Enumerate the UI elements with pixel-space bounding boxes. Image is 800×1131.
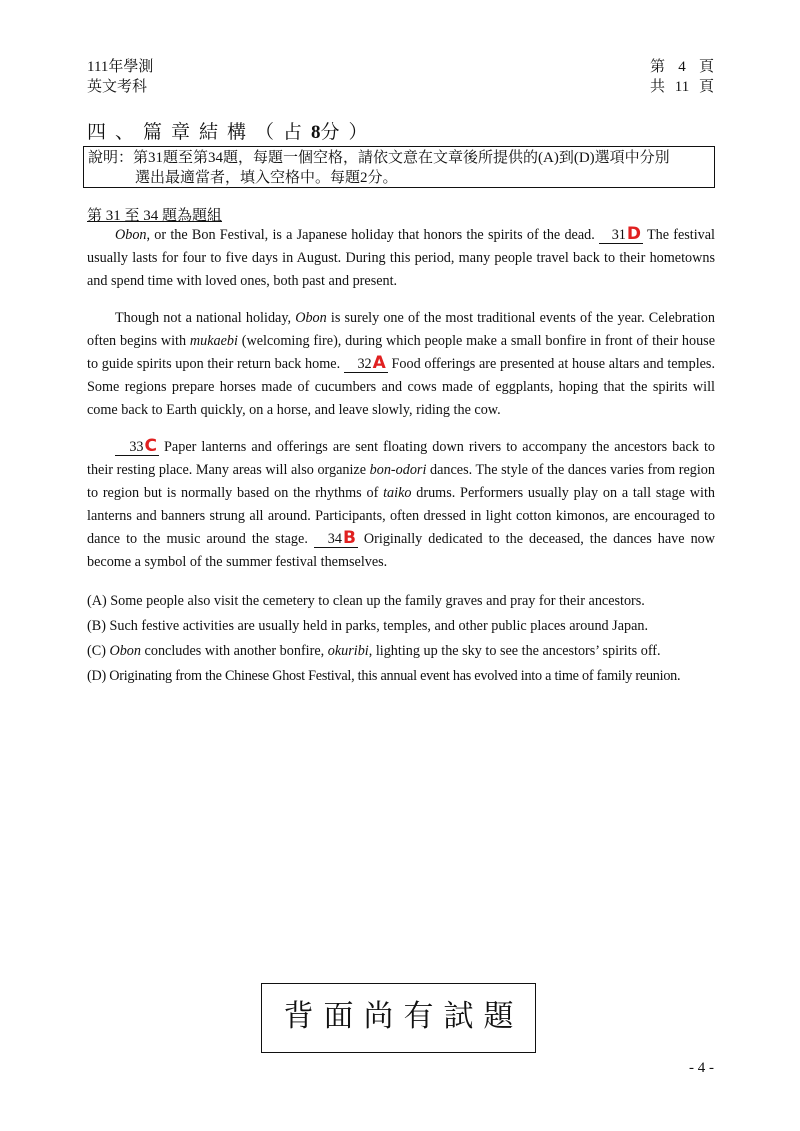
option-a: (A) Some people also visit the cemetery to clean up the family graves and pray for their ancestors. xyxy=(87,593,645,609)
reading-passage xyxy=(87,224,715,588)
instructions-line-2: 選出最適當者，填入空格中。每題2分。 xyxy=(135,170,398,186)
exam-header-left xyxy=(87,57,153,97)
passage-paragraph-2: Though not a national holiday, Obon is surely one of the most traditional events of the year. Celebration often begins with mukaebi (welcoming fire), during which people make a small bonfire in front of their house to guide spirits upon their return back home. 32A Food offerings are presented at house altars and temples. Some regions prepare horses made of cucumbers and cows made of eggplants, hoping that the spirits will come back to Earth quickly, on a horse, and leave slowly, riding the cow. xyxy=(87,310,715,418)
page-indicator: 第 4 頁 xyxy=(649,59,714,75)
instructions-line-1: 說明：第31題至第34題，每題一個空格，請依文意在文章後所提供的(A)到(D)選項中分別 xyxy=(88,150,670,166)
passage-paragraph-3: 33C Paper lanterns and offerings are sent floating down rivers to accompany the ancestors back to their resting place. Many areas will also organize bon-odori dances. The style of the dances varies from region to region but is normally based on the rhythms of taiko drums. Performers usually play on a tall stage with lanterns and banners strung all around. Participants, often dressed in light cotton kimonos, are encouraged to dance to the music around the stage. 34B Originally dedicated to the deceased, the dances have now become a symbol of the summer festival themselves. xyxy=(87,436,715,570)
answer-mark-32: A xyxy=(372,353,386,373)
total-page-count: 11 xyxy=(674,79,690,95)
current-page-number: 4 xyxy=(678,59,686,75)
answer-options xyxy=(87,589,727,689)
section-title: 四、篇章結構（占8分） xyxy=(87,122,377,143)
blank-33: 33C xyxy=(115,438,159,456)
question-group-label: 第 31 至 34 題為題組 xyxy=(87,208,223,224)
passage-paragraph-1: Obon, or the Bon Festival, is a Japanese holiday that honors the spirits of the dead. 31D The festival usually lasts for four to five days in August. During this period, many people travel back to their hometowns and spend time with loved ones, both past and present. xyxy=(87,224,715,289)
blank-32: 32A xyxy=(344,355,388,373)
answer-mark-31: D xyxy=(626,224,641,244)
exam-name: 111年學測 xyxy=(87,59,154,75)
option-d: (D) Originating from the Chinese Ghost Festival, this annual event has evolved into a time of family reunion. xyxy=(87,668,681,684)
option-b: (B) Such festive activities are usually held in parks, temples, and other public places around Japan. xyxy=(87,618,649,634)
option-c: (C) Obon concludes with another bonfire, okuribi, lighting up the sky to see the ancestors’ spirits off. xyxy=(87,643,661,659)
subject-name: 英文考科 xyxy=(87,79,148,95)
page-number: - 4 - xyxy=(689,1060,714,1076)
answer-mark-34: B xyxy=(342,528,356,548)
answer-mark-33: C xyxy=(144,436,157,456)
blank-31: 31D xyxy=(599,226,643,244)
section-points: 8 xyxy=(311,122,321,143)
back-page-notice: 背面尚有試題 xyxy=(261,983,536,1053)
exam-header-right xyxy=(650,57,714,97)
total-pages-indicator: 共 11 頁 xyxy=(649,79,714,95)
instructions-box xyxy=(83,146,715,188)
blank-34: 34B xyxy=(314,530,358,548)
